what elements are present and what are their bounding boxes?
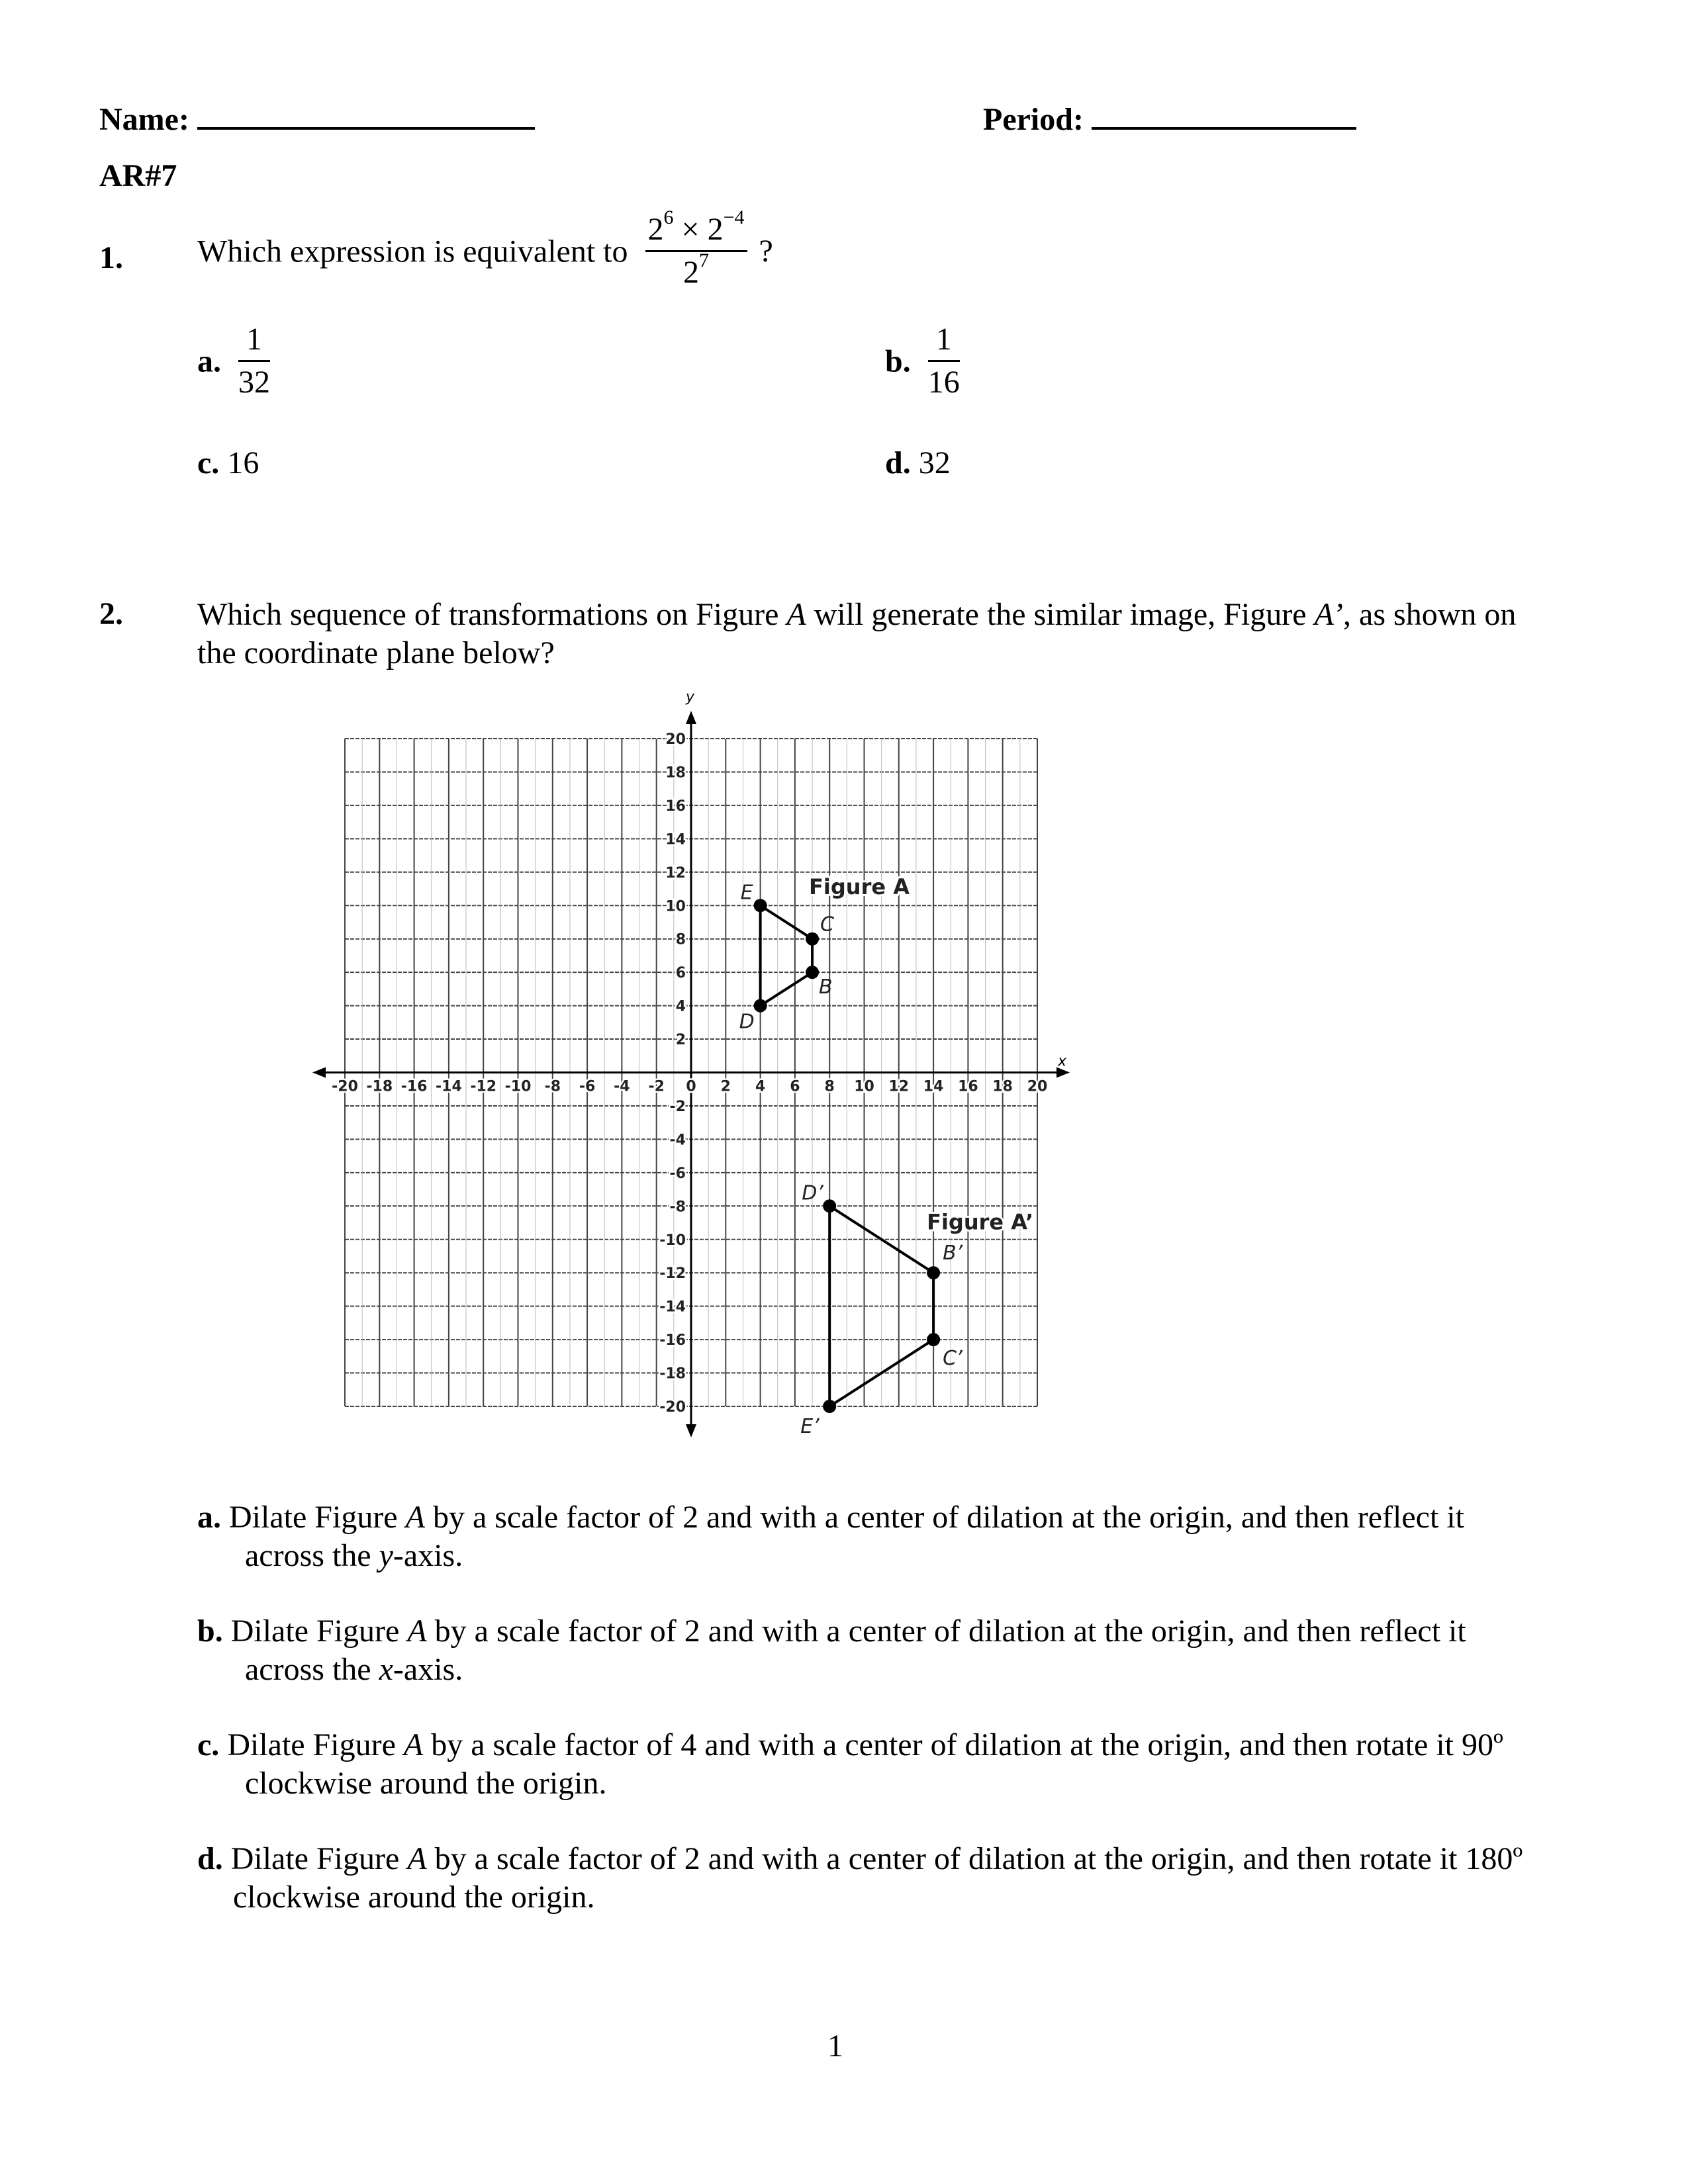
x-tick-label: -12 (470, 1078, 497, 1095)
x-axis-left-arrow-icon (312, 1068, 326, 1078)
vertex-label: B’ (943, 1242, 963, 1265)
y-tick-label: 18 (665, 764, 686, 782)
vertex-label: D’ (802, 1181, 823, 1205)
q1-choice-d[interactable]: d. 32 (885, 445, 951, 480)
y-tick-label: 2 (675, 1032, 686, 1049)
name-blank[interactable] (197, 98, 535, 130)
vertex-point (806, 966, 819, 979)
q1-stem: Which expression is equivalent to $\frac{2^6 \times 2^{-4}}{2^7}$ ? (197, 206, 773, 291)
y-axis-up-arrow-icon (686, 711, 696, 724)
q1-choice-b[interactable]: b. $\frac{1}{16}$ (885, 322, 960, 400)
y-tick-label: -4 (669, 1132, 686, 1149)
x-tick-label: -2 (648, 1078, 665, 1095)
q2-choice-a[interactable]: a. Dilate Figure A by a scale factor of 2 and with a center of dilation at the origin, and then reflect it across the y-axis. (197, 1500, 1464, 1573)
y-tick-label: -8 (669, 1199, 686, 1216)
figure-label: Figure A (809, 874, 910, 900)
name-field[interactable] (99, 98, 535, 138)
x-tick-label: -18 (366, 1078, 393, 1095)
name-label: Name: (99, 102, 189, 137)
y-tick-label: -10 (659, 1232, 686, 1249)
y-tick-label: 6 (675, 965, 686, 982)
figure-outline (761, 905, 812, 1005)
vertex-label: E’ (800, 1415, 820, 1438)
x-tick-label: -16 (400, 1078, 428, 1095)
q1-expression: $\frac{2^6 \times 2^{-4}}{2^7}$ (645, 213, 747, 290)
vertex-point (927, 1333, 940, 1346)
x-tick-label: 6 (790, 1078, 800, 1095)
x-tick-label: -8 (544, 1078, 561, 1095)
vertex-label: B (819, 976, 833, 999)
y-tick-label: 8 (675, 931, 686, 948)
vertex-label: C’ (943, 1347, 962, 1371)
period-blank[interactable] (1092, 98, 1356, 130)
x-tick-label: 2 (720, 1078, 731, 1095)
x-tick-label: 12 (888, 1078, 910, 1095)
vertex-point (823, 1400, 836, 1413)
page-number: 1 (827, 2028, 843, 2064)
vertex-point (806, 933, 819, 946)
x-tick-label: 14 (923, 1078, 944, 1095)
q2-number: 2. (99, 596, 123, 631)
x-tick-label: 18 (992, 1078, 1013, 1095)
q1-choice-a[interactable]: a. $\frac{1}{32}$ (197, 322, 270, 400)
y-tick-label: -18 (659, 1365, 686, 1383)
vertex-point (754, 999, 767, 1013)
y-tick-label: 20 (665, 731, 686, 748)
vertex-point (823, 1199, 836, 1212)
x-tick-label: 20 (1027, 1078, 1048, 1095)
y-tick-label: 10 (665, 898, 686, 915)
y-tick-label: -6 (669, 1165, 686, 1182)
y-tick-label: 4 (675, 998, 686, 1015)
q1-choice-c[interactable]: c. 16 (197, 445, 259, 480)
y-tick-label: 14 (665, 831, 686, 848)
vertex-label: C (820, 913, 835, 936)
x-tick-label: -4 (614, 1078, 630, 1095)
y-tick-label: -2 (669, 1098, 686, 1115)
assignment-title: AR#7 (99, 158, 177, 193)
x-tick-label: -14 (436, 1078, 462, 1095)
x-tick-label: -6 (579, 1078, 596, 1095)
vertex-label: D (739, 1010, 755, 1034)
figure-label: Figure A’ (927, 1209, 1034, 1235)
q2-choice-b[interactable]: b. Dilate Figure A by a scale factor of 2 and with a center of dilation at the origin, and then reflect it across the x-axis. (197, 1614, 1466, 1687)
q2-stem: Which sequence of transformations on Figure A will generate the similar image, Figure A’, as shown on the coordinate plane below? (197, 597, 1517, 670)
y-tick-label: 16 (665, 797, 686, 815)
coordinate-plane (311, 682, 1072, 1463)
x-axis-label: x (1058, 1053, 1067, 1070)
x-tick-label: -10 (504, 1078, 532, 1095)
q2-choice-d[interactable]: d. Dilate Figure A by a scale factor of 2 and with a center of dilation at the origin, and then rotate it 180º clockwise around the origin. (197, 1841, 1523, 1915)
y-tick-label: -20 (659, 1399, 686, 1416)
x-tick-label: 8 (824, 1078, 835, 1095)
x-tick-label: 0 (686, 1078, 696, 1095)
period-label: Period: (983, 102, 1084, 137)
x-tick-label: 10 (854, 1078, 874, 1095)
q1-number: 1. (99, 240, 123, 275)
vertex-point (927, 1266, 940, 1279)
x-tick-label: -20 (332, 1078, 358, 1095)
y-axis-down-arrow-icon (686, 1424, 696, 1437)
q2-choice-c[interactable]: c. Dilate Figure A by a scale factor of 4 and with a center of dilation at the origin, and then rotate it 90º clockwise around the origin. (197, 1727, 1503, 1801)
y-tick-label: 12 (665, 864, 686, 882)
x-tick-label: 4 (755, 1078, 766, 1095)
period-field[interactable] (983, 98, 1356, 138)
y-tick-label: -14 (659, 1298, 686, 1316)
vertex-point (754, 899, 767, 912)
vertex-label: E (740, 881, 753, 905)
y-axis-label: y (686, 689, 695, 705)
y-tick-label: -12 (659, 1265, 686, 1283)
y-tick-label: -16 (659, 1332, 686, 1349)
x-tick-label: 16 (958, 1078, 978, 1095)
